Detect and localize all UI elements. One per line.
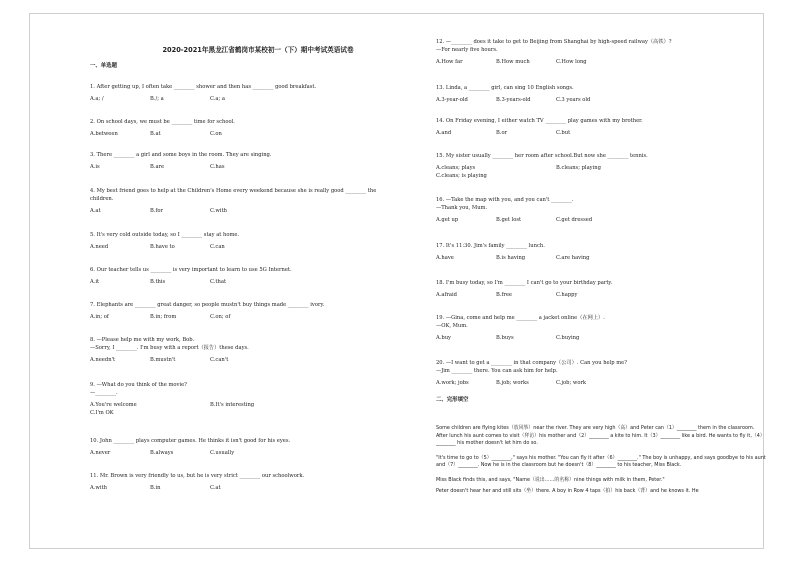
question-item [90, 83, 316, 103]
page-title: 2020-2021年黑龙江省鹤岗市某校初一（下）期中考试英语试卷 [162, 46, 354, 54]
answer-option[interactable]: C.has [210, 164, 225, 170]
answer-option[interactable]: A.cleans; plays [436, 165, 476, 171]
question-stem: 18. I'm busy today, so I'm ________ I can't go to your birthday party. [436, 280, 613, 286]
question-item [436, 242, 590, 262]
answer-option[interactable]: B.get lost [496, 217, 522, 223]
question-stem: 2. On school days, we must be ________ time for school. [90, 119, 235, 125]
question-stem: 9. —What do you think of the movie? [90, 382, 187, 388]
question-item [90, 266, 292, 286]
question-item [436, 152, 648, 180]
question-stem: 13. Linda, a ________ girl, can sing 10 English songs. [436, 85, 574, 91]
answer-option[interactable]: A.need [90, 244, 109, 250]
answer-option[interactable]: C.can't [210, 357, 229, 363]
question-stem-line2: —Thank you, Mum. [436, 205, 488, 211]
answer-options [90, 313, 324, 321]
answer-options [90, 484, 304, 492]
answer-option[interactable]: A.needn't [90, 357, 116, 363]
question-stem: 17. It's 11:30. Jim's family ________ lunch. [436, 243, 545, 249]
answer-option[interactable]: C.at [210, 485, 221, 491]
answer-option[interactable]: C.that [210, 279, 227, 285]
question-stem-line2: —Sorry, I ________. I'm busy with a report（报告）these days. [90, 345, 249, 351]
answer-option[interactable]: B.3-years-old [496, 97, 531, 103]
answer-option[interactable]: A.and [436, 130, 452, 136]
question-item [436, 314, 605, 342]
answer-option[interactable]: A.between [90, 131, 118, 137]
answer-option[interactable]: B.always [150, 450, 174, 456]
question-stem-line2: —OK, Mum. [436, 323, 468, 329]
answer-options [436, 96, 591, 104]
question-stem: 7. Elephants are ________ great danger, so people mustn't buy things made ________ ivory. [90, 302, 325, 308]
question-item [90, 118, 235, 138]
question-stem-line2: —For nearly five hours. [436, 47, 498, 53]
question-stem-line2: children. [90, 196, 114, 202]
question-item [90, 437, 290, 457]
answer-options [90, 95, 316, 103]
answer-options [90, 278, 292, 286]
answer-option[interactable]: C.on; of [210, 314, 231, 320]
answer-option[interactable]: B.are [150, 164, 165, 170]
answer-options [90, 449, 290, 457]
answer-option[interactable]: A.buy [436, 335, 451, 341]
answer-option[interactable]: C.but [556, 130, 571, 136]
answer-option[interactable]: C.cleans; is playing [436, 173, 487, 179]
question-stem: 19. —Gina, come and help me ________ a jacket online（在网上）. [436, 315, 605, 321]
answer-option[interactable]: C.get dressed [556, 217, 593, 223]
question-stem: 1. After getting up, I often take ________ shower and then has ________ good breakfast. [90, 84, 317, 90]
answer-option[interactable]: A.have [436, 255, 454, 261]
section-heading-single-choice: 一、单选题 [90, 63, 117, 69]
answer-options [436, 164, 648, 172]
answer-option[interactable]: B.It's interesting [210, 402, 255, 408]
answer-option[interactable]: A.it [90, 279, 100, 285]
answer-option[interactable]: B.mustn't [150, 357, 176, 363]
answer-option[interactable]: A.afraid [436, 292, 457, 298]
answer-option[interactable]: A.at [90, 208, 101, 214]
answer-option[interactable]: B./; a [150, 96, 164, 102]
question-item [90, 472, 304, 492]
question-stem: 20. —I want to get a ________ in that company（公司）. Can you help me? [436, 360, 628, 366]
answer-option[interactable]: A.in; of [90, 314, 109, 320]
answer-option[interactable]: C.buying [556, 335, 580, 341]
answer-option[interactable]: A.3-year-old [436, 97, 468, 103]
answer-option[interactable]: B.buys [496, 335, 514, 341]
answer-option[interactable]: C.How long [556, 59, 587, 65]
question-stem: 3. There ________ a girl and some boys in the room. They are singing. [90, 152, 272, 158]
answer-options [436, 58, 671, 66]
answer-options [436, 216, 593, 224]
question-stem: 8. —Please help me with my work, Bob. [90, 337, 195, 343]
question-item [90, 151, 272, 171]
question-item [436, 279, 612, 299]
question-stem: 4. My best friend goes to help at the Children's Home every weekend because she is really good ________ the [90, 188, 377, 194]
question-item [90, 301, 324, 321]
answer-option[interactable]: A.You're welcome [90, 402, 137, 408]
question-stem: 16. —Take the map with you, and you can't ________. [436, 197, 574, 203]
answer-option[interactable]: C.are having [556, 255, 590, 261]
answer-option[interactable]: C.job; work [556, 380, 587, 386]
question-item [436, 84, 591, 104]
question-item [436, 196, 593, 224]
cloze-paragraph: Some children are flying kites（放风筝）near the river. They are very high（高）and Peter can（1）________ them in the classroom. After lunch his aunt comes to visit（拜访）his mother and（2）________ a kite to him. It（3）________ like a bird. He wants to fly it,（4）________ his mother doesn't let him do so. [436, 425, 765, 446]
answer-options [436, 291, 612, 299]
answer-option[interactable]: A.a; / [90, 96, 104, 102]
question-stem: 10. John ________ plays computer games. He thinks it isn't good for his eyes. [90, 438, 291, 444]
answer-option[interactable]: C.can [210, 244, 225, 250]
question-stem: 15. My sister usually ________ her room after school.But now she ________ tennis. [436, 153, 648, 159]
answer-options [436, 379, 627, 387]
answer-option[interactable]: B.How much [496, 59, 530, 65]
answer-option[interactable]: A.with [90, 485, 107, 491]
cloze-paragraph: "It's time to go to（5）________," says his mother. "You can fly it after（6）________." The boy is unhappy, and says goodbye to his aunt and（7）________. Now he is in the classroom but he doesn't（8）________ to his teacher, Miss Black. [436, 454, 766, 468]
answer-options [436, 254, 590, 262]
answer-option[interactable]: A.get up [436, 217, 459, 223]
answer-option[interactable]: C.with [210, 208, 227, 214]
answer-options [90, 356, 249, 364]
question-stem: 14. On Friday evening, I either watch TV ________ play games with my brother. [436, 118, 643, 124]
answer-option[interactable]: C.happy [556, 292, 578, 298]
answer-option[interactable]: A.work; jobs [436, 380, 469, 386]
cloze-paragraph: Miss Black finds this, and says, "Name（说出……的名称）nine things with milk in them, Peter." [436, 476, 665, 483]
cloze-passage [436, 425, 766, 503]
answer-options [436, 334, 605, 342]
question-stem: 5. It's very cold outside today, so I ________ stay at home. [90, 232, 240, 238]
question-item [90, 336, 249, 364]
answer-option[interactable]: B.at [150, 131, 161, 137]
answer-option[interactable]: B.for [150, 208, 163, 214]
question-stem: 11. Mr. Brown is very friendly to us, but he is very strict ________ our schoolwork. [90, 473, 305, 479]
question-stem: 12. —________ does it take to get to Beijing from Shanghai by high-speed railway（高铁）? [436, 39, 672, 45]
question-item [90, 187, 376, 215]
answer-options [90, 401, 255, 409]
answer-option[interactable]: C.3 years old [556, 97, 591, 103]
question-item [436, 117, 643, 137]
answer-option[interactable]: B.this [150, 279, 166, 285]
answer-option[interactable]: C.I'm OK [90, 410, 114, 416]
section-heading-cloze: 二、完形填空 [436, 397, 469, 403]
question-item [436, 38, 671, 66]
question-stem: 6. Our teacher tells us ________ is very important to learn to use 5G Internet. [90, 267, 292, 273]
answer-options [436, 129, 643, 137]
answer-option[interactable]: C.on [210, 131, 222, 137]
question-item [90, 231, 239, 251]
answer-option[interactable]: B.or [496, 130, 508, 136]
answer-option[interactable]: B.job; works [496, 380, 529, 386]
answer-option[interactable]: A.never [90, 450, 111, 456]
answer-option[interactable]: B.in [150, 485, 161, 491]
answer-options [90, 243, 239, 251]
answer-option[interactable]: B.have to [150, 244, 175, 250]
answer-options [90, 163, 272, 171]
answer-option[interactable]: C.usually [210, 450, 235, 456]
cloze-paragraph: Peter doesn't hear her and still sits（坐）there. A boy in Row 4 taps（拍）his back（背）and he knows it. He [436, 488, 699, 494]
question-stem-line2: —Jim ________ there. You can ask him for help. [436, 368, 558, 374]
answer-option[interactable]: B.cleans; playing [556, 165, 601, 171]
question-item [436, 359, 627, 387]
answer-option[interactable]: A.is [90, 164, 100, 170]
answer-options [90, 207, 376, 215]
question-stem-line2: —________. [90, 390, 118, 396]
answer-options [90, 130, 235, 138]
answer-option[interactable]: B.is having [496, 255, 526, 261]
answer-option[interactable]: B.free [496, 292, 513, 298]
answer-option[interactable]: A.How far [436, 59, 463, 65]
answer-option[interactable]: B.in; from [150, 314, 177, 320]
question-item [90, 381, 255, 417]
answer-option[interactable]: C.a; a [210, 96, 226, 102]
